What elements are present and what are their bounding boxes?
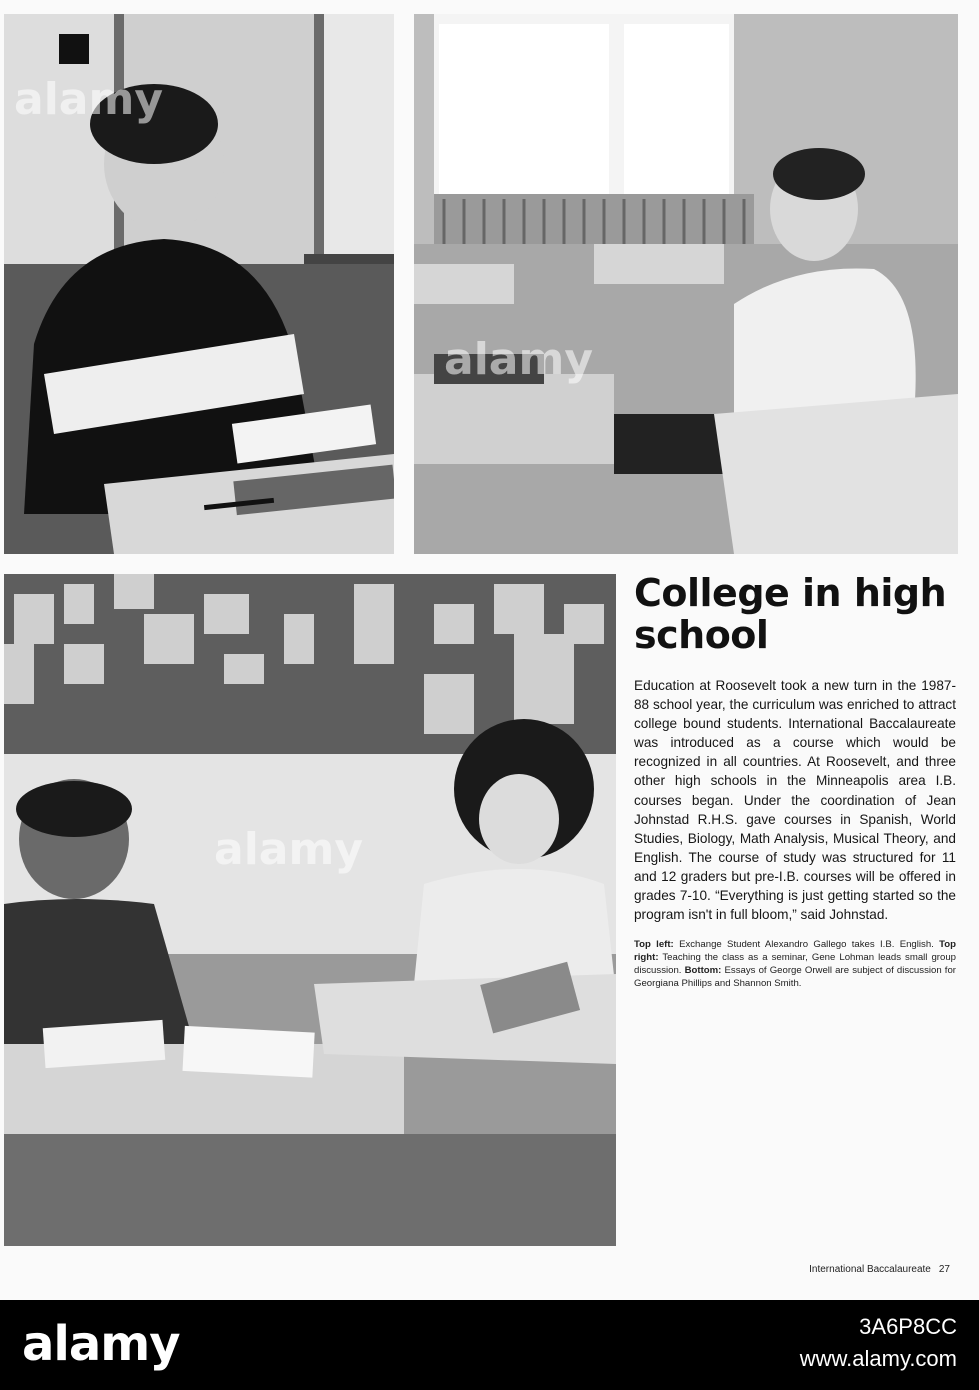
caption-top-left-text: Exchange Student Alexandro Gallego takes I.B. English. [673, 939, 940, 951]
watermark: alamy [444, 334, 593, 385]
folio-section: International Baccalaureate [809, 1264, 931, 1275]
photo-bottom-students [4, 574, 616, 1246]
article-headline: College in high school [634, 571, 947, 657]
folio-page-number: 27 [938, 1264, 950, 1275]
photo-top-right-teacher [414, 14, 958, 554]
article [634, 572, 956, 990]
photo-top-left-student [4, 14, 394, 554]
caption-top-left-label: Top left: [634, 939, 674, 951]
caption-bottom-text: Essays of George Orwell are subject of discussion for Georgiana Phillips and Shannon Smith. [634, 965, 956, 990]
footer-image-id: 3A6P8CC [859, 1314, 957, 1339]
article-body: Education at Roosevelt took a new turn in the 1987-88 school year, the curriculum was enriched to attract college bound students. International Baccalaureate was introduced as a course which would be recognized in all countries. At Roosevelt, and three other high schools in the Minneapolis area I.B. courses began. Under the coordination of Jean Johnstad R.H.S. gave courses in Spanish, World Studies, Biology, Math Analysis, Musical Theory, and English. The course of study was structured for 11 and 12 graders but pre-I.B. courses will be offered in grades 7-10. “Everything is just getting started so the program isn't in full bloom,” said Johnstad. [634, 678, 956, 923]
footer-logo: alamy [22, 1316, 180, 1372]
watermark: alamy [14, 74, 163, 125]
footer-url[interactable]: www.alamy.com [799, 1346, 957, 1371]
caption-bottom-label: Bottom: [684, 965, 722, 977]
caption-top-right-text: Teaching the class as a seminar, Gene Lohman leads small group discussion. [634, 952, 956, 977]
footer-info [800, 1314, 957, 1372]
photo-captions [634, 938, 956, 990]
watermark: alamy [214, 824, 363, 875]
footer-bar [0, 1300, 979, 1390]
caption-top-right-label: Top right: [634, 939, 956, 964]
page-folio [809, 1264, 950, 1275]
